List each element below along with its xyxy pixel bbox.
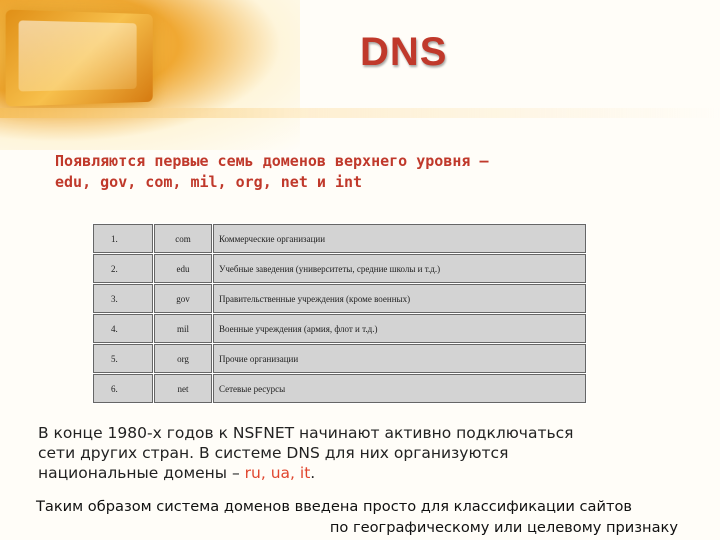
table-row <box>93 284 587 314</box>
row-number: 3. <box>93 284 154 314</box>
domain-description: Коммерческие организации <box>213 224 587 254</box>
para2-line-3 <box>38 463 688 483</box>
corner-decoration <box>0 0 300 150</box>
domain-code: gov <box>154 284 213 314</box>
domain-code: org <box>154 344 213 374</box>
domain-code: edu <box>154 254 213 284</box>
table-row <box>93 314 587 344</box>
table-row <box>93 344 587 374</box>
national-domains-highlight: ru, ua, it <box>244 464 311 482</box>
conclusion-line-2: по географическому или целевому признаку <box>329 519 678 536</box>
row-number: 6. <box>93 374 154 404</box>
conclusion-line-1: Таким образом система доменов введена просто для классификации сайтов <box>36 498 632 515</box>
domain-code: com <box>154 224 213 254</box>
intro-line-1: Появляются первые семь доменов верхнего уровня — <box>55 152 489 170</box>
row-number: 4. <box>93 314 154 344</box>
domain-code: net <box>154 374 213 404</box>
row-number: 2. <box>93 254 154 284</box>
nsfnet-paragraph <box>38 423 688 483</box>
intro-line-2: edu, gov, com, mil, org, net и int <box>55 173 363 191</box>
domain-description: Сетевые ресурсы <box>213 374 587 404</box>
domain-description: Прочие организации <box>213 344 587 374</box>
row-number: 1. <box>93 224 154 254</box>
para2-line-1: В конце 1980-х годов к NSFNET начинают активно подключаться <box>38 424 574 442</box>
para2-line-3-suffix: . <box>310 464 316 482</box>
title-divider-bar <box>0 108 720 118</box>
row-number: 5. <box>93 344 154 374</box>
domain-description: Учебные заведения (университеты, средние школы и т.д.) <box>213 254 587 284</box>
monitor-illustration <box>6 9 153 106</box>
conclusion-paragraph <box>36 496 686 538</box>
domain-table <box>92 223 587 404</box>
intro-text <box>55 151 675 193</box>
para2-line-3-prefix: национальные домены – <box>38 464 245 482</box>
domain-description: Военные учреждения (армия, флот и т.д.) <box>213 314 587 344</box>
table-row <box>93 224 587 254</box>
domain-code: mil <box>154 314 213 344</box>
domain-description: Правительственные учреждения (кроме военных) <box>213 284 587 314</box>
table-row <box>93 374 587 404</box>
para2-line-2: сети других стран. В системе DNS для них организуются <box>38 444 509 462</box>
page-title: DNS <box>360 30 448 74</box>
table-row <box>93 254 587 284</box>
